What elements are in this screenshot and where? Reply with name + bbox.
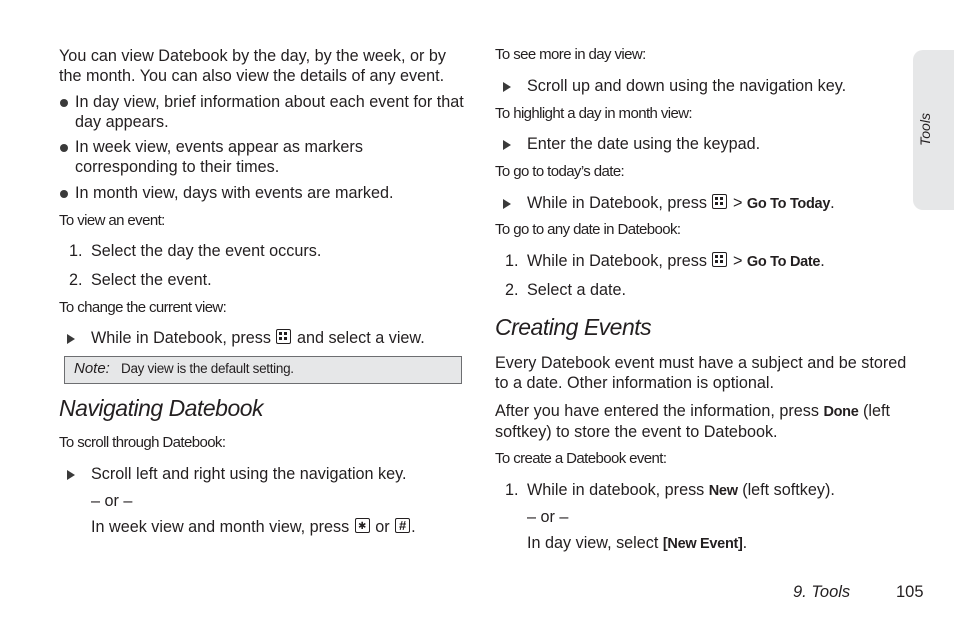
or-separator: – or – [91, 492, 133, 510]
footer-section: 9. Tools [793, 583, 851, 601]
bullet-dot-icon [60, 144, 68, 152]
create-paragraph-1: Every Datebook event must have a subject and be stored to a date. Other information is optional. [495, 354, 907, 392]
menu-key-icon [712, 252, 727, 267]
step-item: 2. Select the event. [69, 271, 212, 289]
week-month-instruction: In week view and month view, press ✱ or # . [91, 517, 416, 537]
highlight-label: To highlight a day in month view: [495, 105, 692, 122]
menu-key-icon [276, 329, 291, 344]
arrow-bullet-icon [503, 199, 511, 209]
note-label: Note: [74, 360, 110, 377]
arrow-bullet-icon [503, 82, 511, 92]
arrow-bullet-icon [503, 140, 511, 150]
pound-key-icon [395, 518, 410, 533]
step-item: 1. Select the day the event occurs. [69, 242, 322, 260]
intro-paragraph: You can view Datebook by the day, by the week, or by the month. You can also view the details of any event. [59, 47, 446, 85]
change-view-label: To change the current view: [59, 299, 227, 316]
bullet-dot-icon [60, 99, 68, 107]
menu-key-icon [712, 194, 727, 209]
create-label: To create a Datebook event: [495, 450, 667, 467]
page-number: 105 [896, 583, 924, 601]
view-event-label: To view an event: [59, 212, 165, 229]
star-key-icon [355, 518, 370, 533]
bullet-dot-icon [60, 190, 68, 198]
or-separator: – or – [527, 508, 569, 526]
note-box [64, 356, 462, 384]
anydate-label: To go to any date in Datebook: [495, 221, 681, 238]
scroll-label: To scroll through Datebook: [59, 434, 226, 451]
see-more-label: To see more in day view: [495, 46, 646, 63]
day-view-instruction: In day view, select [New Event]. [527, 534, 748, 552]
create-paragraph-2: After you have entered the information, press Done (left softkey) to store the event to Datebook. [495, 402, 890, 441]
section-heading-navigating: Navigating Datebook [59, 395, 264, 421]
arrow-bullet-icon [67, 334, 75, 344]
chapter-tab-label: Tools [917, 113, 933, 147]
step-item: 1. While in Datebook, press > Go To Date. [505, 252, 825, 270]
step-item: 1. While in datebook, press New (left softkey). [505, 481, 835, 499]
note-text: Day view is the default setting. [121, 361, 294, 376]
section-heading-creating: Creating Events [495, 314, 652, 340]
step-item: 2. Select a date. [505, 281, 626, 299]
today-label: To go to today’s date: [495, 163, 625, 180]
arrow-bullet-icon [67, 470, 75, 480]
